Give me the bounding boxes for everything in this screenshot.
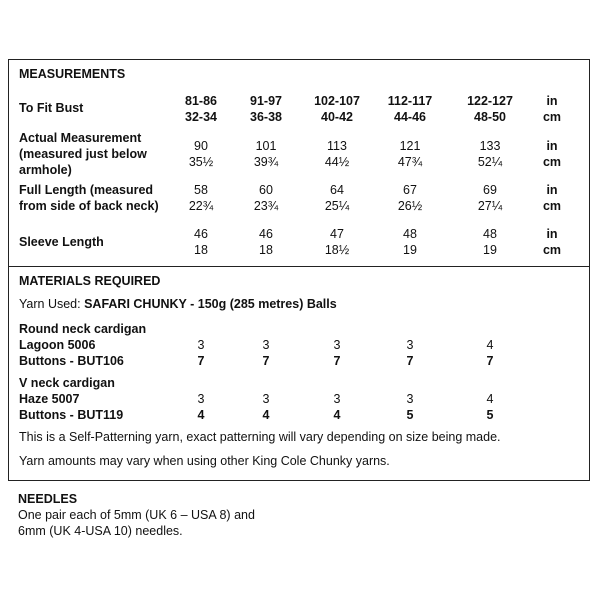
group-title-v-neck: V neck cardigan — [19, 376, 115, 390]
row-label-lagoon: Lagoon 5006 — [19, 338, 96, 352]
but119-qty-2: 4 — [262, 408, 270, 422]
sleeve-value-2: 46 18 — [259, 227, 273, 257]
needles-text: One pair each of 5mm (UK 6 – USA 8) and 6mm (UK 4-USA 10) needles. — [18, 508, 255, 538]
actual-value-2: 101 39¾ — [253, 139, 279, 169]
units-sleeve-length: in cm — [542, 227, 562, 257]
yarn-amounts-note: Yarn amounts may vary when using other King Cole Chunky yarns. — [19, 454, 390, 468]
size-header-4: 112-117 44-46 — [387, 94, 433, 124]
row-label-buttons-but106: Buttons - BUT106 — [19, 354, 124, 368]
materials-heading: MATERIALS REQUIRED — [19, 274, 161, 288]
but119-qty-3: 4 — [333, 408, 341, 422]
yarn-used-line: Yarn Used: SAFARI CHUNKY - 150g (285 metres) Balls — [19, 297, 337, 311]
length-value-2: 60 23¾ — [253, 183, 279, 213]
actual-value-3: 113 44½ — [324, 139, 350, 169]
self-patterning-note: This is a Self-Patterning yarn, exact patterning will vary depending on size being made. — [19, 430, 501, 444]
size-header-1: 81-86 32-34 — [185, 94, 217, 124]
row-label-to-fit-bust: To Fit Bust — [19, 101, 84, 115]
length-value-3: 64 25¼ — [324, 183, 350, 213]
row-label-sleeve-length: Sleeve Length — [19, 235, 104, 249]
lagoon-qty-4: 3 — [406, 338, 414, 352]
haze-qty-4: 3 — [406, 392, 414, 406]
pattern-info-table — [8, 59, 590, 481]
size-header-2: 91-97 36-38 — [250, 94, 282, 124]
units-actual-measurement: in cm — [542, 139, 562, 169]
haze-qty-1: 3 — [197, 392, 205, 406]
size-header-3: 102-107 40-42 — [314, 94, 360, 124]
but119-qty-5: 5 — [486, 408, 494, 422]
but106-qty-4: 7 — [406, 354, 414, 368]
sleeve-value-3: 47 18½ — [324, 227, 350, 257]
group-title-round-neck: Round neck cardigan — [19, 322, 147, 336]
haze-qty-5: 4 — [486, 392, 494, 406]
lagoon-qty-2: 3 — [262, 338, 270, 352]
but106-qty-1: 7 — [197, 354, 205, 368]
actual-value-5: 133 52¼ — [477, 139, 503, 169]
but106-qty-2: 7 — [262, 354, 270, 368]
row-label-buttons-but119: Buttons - BUT119 — [19, 408, 124, 422]
length-value-4: 67 26½ — [397, 183, 423, 213]
sleeve-value-4: 48 19 — [403, 227, 417, 257]
size-header-5: 122-127 48-50 — [467, 94, 513, 124]
sleeve-value-5: 48 19 — [483, 227, 497, 257]
measurements-heading: MEASUREMENTS — [19, 67, 126, 81]
row-label-actual-measurement: Actual Measurement (measured just below armhole) — [19, 131, 147, 177]
lagoon-qty-3: 3 — [333, 338, 341, 352]
sleeve-value-1: 46 18 — [194, 227, 208, 257]
length-value-1: 58 22¾ — [188, 183, 214, 213]
haze-qty-2: 3 — [262, 392, 270, 406]
lagoon-qty-5: 4 — [486, 338, 494, 352]
needles-heading: NEEDLES — [18, 492, 78, 506]
row-label-haze: Haze 5007 — [19, 392, 80, 406]
actual-value-1: 90 35½ — [188, 139, 214, 169]
but106-qty-3: 7 — [333, 354, 341, 368]
but119-qty-1: 4 — [197, 408, 205, 422]
section-divider — [9, 266, 589, 267]
row-label-full-length: Full Length (measured from side of back neck) — [19, 183, 159, 213]
but106-qty-5: 7 — [486, 354, 494, 368]
haze-qty-3: 3 — [333, 392, 341, 406]
units-to-fit-bust: in cm — [542, 94, 562, 124]
lagoon-qty-1: 3 — [197, 338, 205, 352]
units-full-length: in cm — [542, 183, 562, 213]
length-value-5: 69 27¼ — [477, 183, 503, 213]
but119-qty-4: 5 — [406, 408, 414, 422]
actual-value-4: 121 47¾ — [397, 139, 423, 169]
